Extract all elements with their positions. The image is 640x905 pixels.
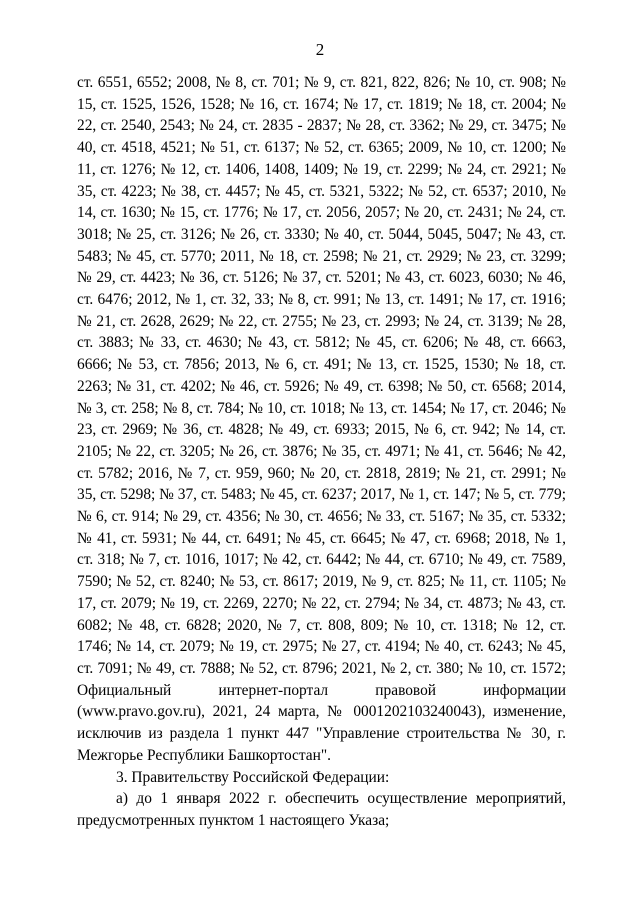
paragraph-government-heading: 3. Правительству Российской Федерации: bbox=[116, 768, 390, 786]
page-number: 2 bbox=[315, 40, 325, 59]
document-body bbox=[77, 72, 566, 832]
paragraph-legal-references: ст. 6551, 6552; 2008, № 8, ст. 701; № 9, ст. 821, 822, 826; № 10, ст. 908; № 15, ст. 1525, 1526, 1528; № 16, ст. 1674; № 17, ст. 1819; № 18, ст. 2004; № 22, ст. 2540, 2543; № 24, ст. 2835 - 2837; № 28, ст. 3362; № 29, ст. 3475; № 40, ст. 4518, 4521; № 51, ст. 6137; № 52, ст. 6365; 2009, № 10, ст. 1200; № 11, ст. 1276; № 12, ст. 1406, 1408, 1409; № 19, ст. 2299; № 24, ст. 2921; № 35, ст. 4223; № 38, ст. 4457; № 45, ст. 5321, 5322; № 52, ст. 6537; 2010, № 14, ст. 1630; № 15, ст. 1776; № 17, ст. 2056, 2057; № 20, ст. 2431; № 24, ст. 3018; № 25, ст. 3126; № 26, ст. 3330; № 40, ст. 5044, 5045, 5047; № 43, ст. 5483; № 45, ст. 5770; 2011, № 18, ст. 2598; № 21, ст. 2929; № 23, ст. 3299; № 29, ст. 4423; № 36, ст. 5126; № 37, ст. 5201; № 43, ст. 6023, 6030; № 46, ст. 6476; 2012, № 1, ст. 32, 33; № 8, ст. 991; № 13, ст. 1491; № 17, ст. 1916; № 21, ст. 2628, 2629; № 22, ст. 2755; № 23, ст. 2993; № 24, ст. 3139; № 28, ст. 3883; № 33, ст. 4630; № 43, ст. 5812; № 45, ст. 6206; № 48, ст. 6663, 6666; № 53, ст. 7856; 2013, № 6, ст. 491; № 13, ст. 1525, 1530; № 18, ст. 2263; № 31, ст. 4202; № 46, ст. 5926; № 49, ст. 6398; № 50, ст. 6568; 2014, № 3, ст. 258; № 8, ст. 784; № 10, ст. 1018; № 13, ст. 1454; № 17, ст. 2046; № 23, ст. 2969; № 36, ст. 4828; № 49, ст. 6933; 2015, № 6, ст. 942; № 14, ст. 2105; № 22, ст. 3205; № 26, ст. 3876; № 35, ст. 4971; № 41, ст. 5646; № 42, ст. 5782; 2016, № 7, ст. 959, 960; № 20, ст. 2818, 2819; № 21, ст. 2991; № 35, ст. 5298; № 37, ст. 5483; № 45, ст. 6237; 2017, № 1, ст. 147; № 5, ст. 779; № 6, ст. 914; № 29, ст. 4356; № 30, ст. 4656; № 33, ст. 5167; № 35, ст. 5332; № 41, ст. 5931; № 44, ст. 6491; № 45, ст. 6645; № 47, ст. 6968; 2018, № 1, ст. 318; № 7, ст. 1016, 1017; № 42, ст. 6442; № 44, ст. 6710; № 49, ст. 7589, 7590; № 52, ст. 8240; № 53, ст. 8617; 2019, № 9, ст. 825; № 11, ст. 1105; № 17, ст. 2079; № 19, ст. 2269, 2270; № 22, ст. 2794; № 34, ст. 4873; № 43, ст. 6082; № 48, ст. 6828; 2020, № 7, ст. 808, 809; № 10, ст. 1318; № 12, ст. 1746; № 14, ст. 2079; № 19, ст. 2975; № 27, ст. 4194; № 40, ст. 6243; № 45, ст. 7091; № 49, ст. 7888; № 52, ст. 8796; 2021, № 2, ст. 380; № 10, ст. 1572; Официальный интернет-портал правовой информации (www.pravo.gov.ru), 2021, 24 марта, № 0001202103240043), изменение, исключив из раздела 1 пункт 447 "Управление строительства № 30, г. Межгорье Республики Башкортостан". bbox=[77, 74, 566, 764]
paragraph-subpoint-a: а) до 1 января 2022 г. обеспечить осуществление мероприятий, предусмотренных пунктом 1 настоящего Указа; bbox=[77, 790, 566, 829]
